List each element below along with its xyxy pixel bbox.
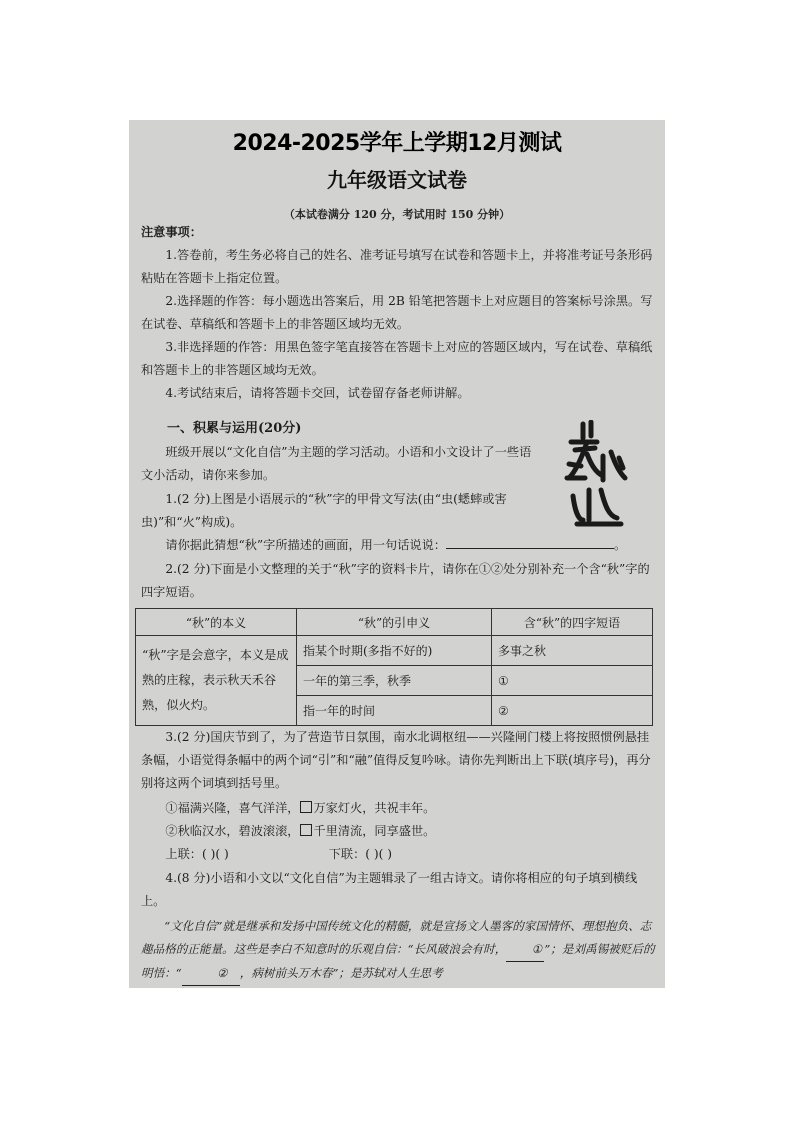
q4-passage-part-1: “文化自信”就是继承和发扬中国传统文化的精髓，就是宣扬文人墨客的家国情怀、理想抱负、志趣品格的正能量。这些是李白不知意时的乐观自信：“长风破浪会有时，: [141, 919, 652, 956]
q4-passage-part-2: ”；是刘禹锡被贬后的明悟：“: [141, 942, 655, 980]
question-1-prompt: [141, 534, 657, 557]
q4-passage-part-3: ，病树前头万木春”；是苏轼对人生思考: [239, 966, 443, 980]
q4-blank-2[interactable]: ②: [182, 962, 240, 986]
table-header-original: “秋”的本义: [136, 609, 297, 636]
exam-subtitle: 九年级语文试卷: [327, 168, 467, 192]
notice-item-4: 4.考试结束后，请将答题卡交回，试卷留存备老师讲解。: [165, 386, 470, 400]
oracle-bone-qiu-icon: [561, 420, 633, 532]
section-heading: 一、积累与运用(20分): [167, 421, 302, 436]
couplet-1-part-a: ①福满兴隆，喜气洋洋，: [165, 801, 300, 815]
question-1-text: 1.(2 分)上图是小语展示的“秋”字的甲骨文写法(由“虫(蟋蟀或害虫)”和“火”构成)。: [141, 492, 507, 529]
couplet-line-1: [141, 797, 657, 820]
table-extended-2: 一年的第三季，秋季: [297, 666, 492, 696]
table-header-extended: “秋”的引申义: [297, 609, 492, 636]
question-4-passage: [141, 915, 657, 986]
upper-couplet-answer[interactable]: 上联：( )( ): [165, 847, 229, 861]
exam-title: 2024-2025学年上学期12月测试: [232, 131, 562, 156]
table-header-phrase: 含“秋”的四字短语: [492, 609, 653, 636]
question-1-answer-blank[interactable]: [446, 536, 614, 549]
section-intro: 班级开展以“文化自信”为主题的学习活动。小语和小文设计了一些语文小活动，请你来参加。: [141, 445, 532, 482]
table-phrase-1: 多事之秋: [492, 636, 653, 666]
lower-couplet-answer[interactable]: 下联：( )( ): [328, 847, 393, 861]
table-extended-3: 指一年的时间: [297, 696, 492, 726]
table-extended-1: 指某个时期(多指不好的): [297, 636, 492, 666]
question-3-text: 3.(2 分)国庆节到了，为了营造节日氛围，南水北调枢纽——兴隆闸门楼上将按照惯例悬挂条幅，小语觉得条幅中的两个词“引”和“融”值得反复吟咏。请你先判断出上下联(填序号)，再分别将这两个词填到括号里。: [141, 730, 651, 790]
couplet-2-part-a: ②秋临汉水，碧波滚滚，: [165, 824, 300, 838]
exam-note: （本试卷满分 120 分，考试用时 150 分钟）: [283, 208, 511, 221]
couplet-1-part-b: 万家灯火，共祝丰年。: [313, 801, 436, 815]
couplet-2-box[interactable]: [300, 824, 312, 836]
question-1-prompt-text: 请你据此猜想“秋”字所描述的画面，用一句话说说：: [165, 538, 446, 552]
q4-blank-1[interactable]: ①: [506, 938, 544, 962]
notice-item-1: 1.答卷前，考生务必将自己的姓名、准考证号填写在试卷和答题卡上，并将准考证号条形码粘贴在答题卡上指定位置。: [141, 248, 653, 285]
couplet-answer-line: [141, 843, 657, 866]
exam-paper: [129, 120, 665, 988]
couplet-2-part-b: 千里清流，同享盛世。: [313, 824, 436, 838]
question-4-text: 4.(8 分)小语和小文以“文化自信”为主题辑录了一组古诗文。请你将相应的句子填到横线上。: [141, 871, 638, 908]
table-phrase-blank-1[interactable]: ①: [492, 666, 653, 696]
table-original-meaning: “秋”字是会意字，本义是成熟的庄稼，表示秋天禾谷熟，似火灼。: [136, 636, 297, 726]
question-2-text: 2.(2 分)下面是小文整理的关于“秋”字的资料卡片，请你在①②处分别补充一个含“秋”字的四字短语。: [141, 562, 650, 599]
notice-item-2: 2.选择题的作答：每小题选出答案后，用 2B 铅笔把答题卡上对应题目的答案标号涂黑。写在试卷、草稿纸和答题卡上的非答题区域均无效。: [141, 294, 653, 331]
couplet-line-2: [141, 820, 657, 843]
notice-heading: 注意事项：: [141, 225, 202, 239]
qiu-info-card-table: [135, 608, 653, 726]
notice-item-3: 3.非选择题的作答：用黑色签字笔直接答在答题卡上对应的答题区域内，写在试卷、草稿纸和答题卡上的非答题区域均无效。: [141, 340, 653, 377]
table-phrase-blank-2[interactable]: ②: [492, 696, 653, 726]
question-1-end: 。: [613, 538, 627, 552]
couplet-1-box[interactable]: [300, 801, 312, 813]
